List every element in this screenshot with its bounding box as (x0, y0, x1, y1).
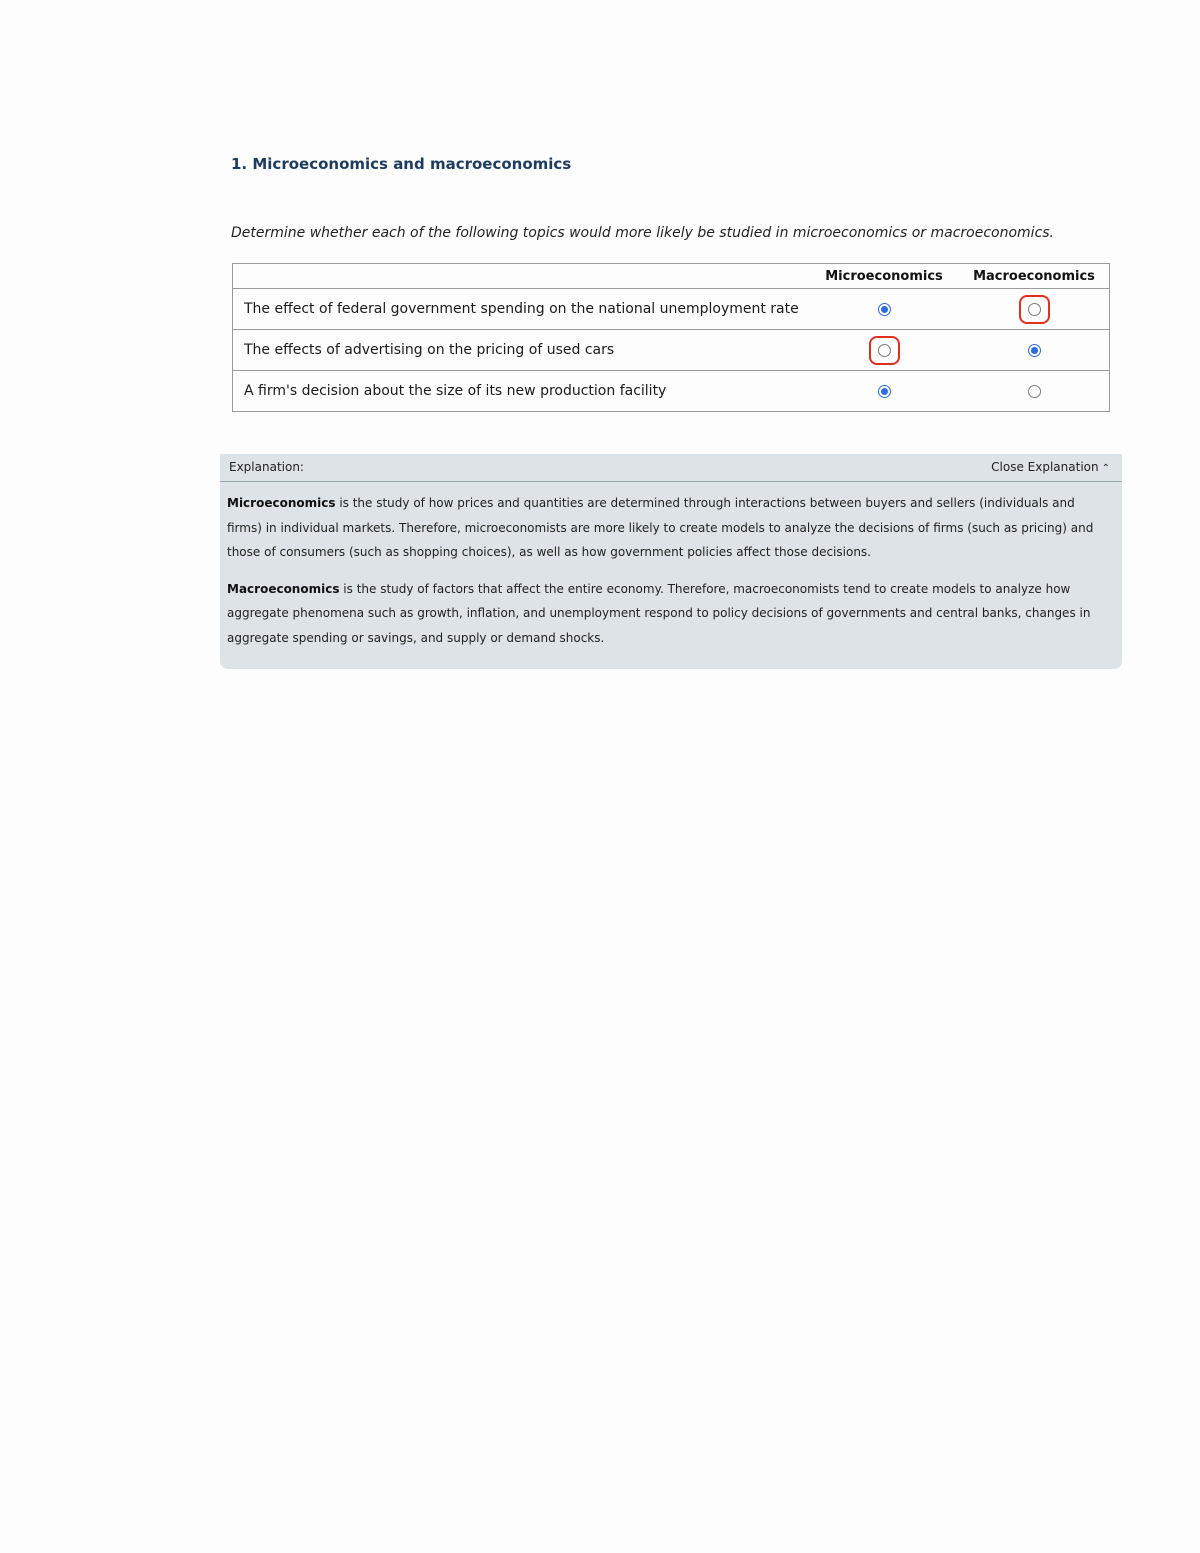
topic-label: The effect of federal government spending on the national unemployment rate (233, 289, 810, 330)
cell-micro (809, 289, 959, 330)
explanation-body (220, 482, 1122, 650)
micro-text: is the study of how prices and quantities are determined through interactions between buyers and sellers (individuals and firms) in individual markets. Therefore, microeconomists are more likely to create models to analyze the decisions of firms (such as pricing) and those of consumers (such as shopping choices), as well as how government policies affect those decisions. (227, 496, 1094, 559)
answer-grid (232, 263, 1110, 412)
micro-term: Microeconomics (227, 496, 336, 510)
micro-paragraph (227, 491, 1112, 565)
table-row (233, 289, 1110, 330)
macro-paragraph (227, 577, 1112, 651)
grid-header-row (233, 264, 1110, 289)
topic-label: The effects of advertising on the pricing of used cars (233, 330, 810, 371)
chevron-up-icon: ⌃ (1101, 463, 1110, 474)
radio-micro-row-2[interactable] (878, 344, 891, 357)
incorrect-marker (869, 336, 900, 365)
table-row (233, 330, 1110, 371)
radio-macro-row-3[interactable] (1028, 385, 1041, 398)
question-instructions: Determine whether each of the following topics would more likely be studied in microeconomics or macroeconomics. (231, 225, 1055, 241)
table-row (233, 371, 1110, 412)
topic-label: A firm's decision about the size of its new production facility (244, 383, 667, 399)
cell-micro (809, 330, 959, 371)
radio-micro-row-3[interactable] (878, 385, 891, 398)
grid-header-micro: Microeconomics (809, 264, 959, 289)
grid-header-macro: Macroeconomics (959, 264, 1110, 289)
explanation-header (220, 454, 1122, 482)
explanation-label: Explanation: (229, 460, 304, 474)
macro-term: Macroeconomics (227, 581, 340, 596)
radio-macro-row-1[interactable] (1028, 303, 1041, 316)
incorrect-marker (1019, 295, 1050, 324)
explanation-panel (220, 454, 1122, 669)
close-explanation-button[interactable] (991, 460, 1110, 474)
grid-header-topic (233, 264, 810, 289)
macro-text: is the study of factors that affect the entire economy. Therefore, macroeconomists tend to create models to analyze how aggregate phenomena such as growth, inflation, and unemployment respond to policy decisions of governments and central banks, changes in aggregate spending or savings, and supply or demand shocks. (227, 581, 1091, 645)
cell-macro (959, 371, 1110, 412)
cell-micro (809, 371, 959, 412)
cell-macro (959, 289, 1110, 330)
question-title: 1. Microeconomics and macroeconomics (231, 155, 572, 173)
radio-macro-row-2[interactable] (1028, 344, 1041, 357)
radio-micro-row-1[interactable] (878, 303, 891, 316)
close-explanation-label: Close Explanation (991, 460, 1099, 474)
cell-macro (959, 330, 1110, 371)
